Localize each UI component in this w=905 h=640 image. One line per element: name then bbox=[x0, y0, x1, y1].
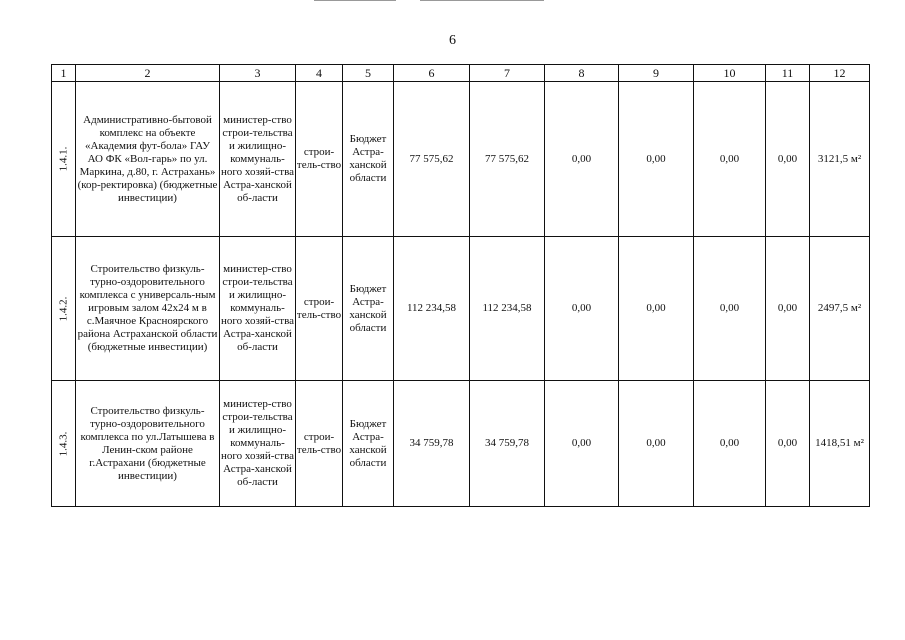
value-col9: 0,00 bbox=[619, 381, 694, 507]
row-number: 1.4.3. bbox=[57, 431, 69, 456]
value-col6: 77 575,62 bbox=[394, 82, 470, 237]
value-col11: 0,00 bbox=[766, 381, 810, 507]
value-col7: 34 759,78 bbox=[470, 381, 545, 507]
table-row bbox=[52, 237, 870, 381]
funding-source: Бюджет Астра-ханской области bbox=[343, 381, 394, 507]
header-cell: 5 bbox=[343, 65, 394, 82]
top-rule-left bbox=[314, 0, 396, 1]
value-col6: 34 759,78 bbox=[394, 381, 470, 507]
responsible-organization: министер-ство строи-тельства и жилищно-коммуналь-ного хозяй-ства Астра-ханской об-ласти bbox=[220, 82, 296, 237]
header-cell: 1 bbox=[52, 65, 76, 82]
value-col10: 0,00 bbox=[694, 82, 766, 237]
sector: строи-тель-ство bbox=[296, 381, 343, 507]
value-col10: 0,00 bbox=[694, 237, 766, 381]
value-col11: 0,00 bbox=[766, 82, 810, 237]
value-col10: 0,00 bbox=[694, 381, 766, 507]
row-number-cell bbox=[52, 82, 76, 237]
sector: строи-тель-ство bbox=[296, 237, 343, 381]
funding-source: Бюджет Астра-ханской области bbox=[343, 237, 394, 381]
value-col11: 0,00 bbox=[766, 237, 810, 381]
funding-source: Бюджет Астра-ханской области bbox=[343, 82, 394, 237]
capacity-area: 1418,51 м² bbox=[810, 381, 870, 507]
project-name: Строительство физкуль-турно-оздоровительного комплекса по ул.Латышева в Ленин-ском районе г.Астрахани (бюджетные инвестиции) bbox=[76, 381, 220, 507]
header-cell: 11 bbox=[766, 65, 810, 82]
table-header-row bbox=[52, 65, 870, 82]
capacity-area: 2497,5 м² bbox=[810, 237, 870, 381]
header-cell: 9 bbox=[619, 65, 694, 82]
table-row bbox=[52, 381, 870, 507]
top-rule-right bbox=[420, 0, 544, 1]
capacity-area: 3121,5 м² bbox=[810, 82, 870, 237]
row-number: 1.4.1. bbox=[57, 146, 69, 172]
row-number-cell bbox=[52, 381, 76, 507]
page-number: 6 bbox=[449, 33, 456, 48]
responsible-organization: министер-ство строи-тельства и жилищно-коммуналь-ного хозяй-ства Астра-ханской об-ласти bbox=[220, 237, 296, 381]
value-col6: 112 234,58 bbox=[394, 237, 470, 381]
project-name: Строительство физкуль-турно-оздоровительного комплекса с универсаль-ным игровым залом 42х24 м в с.Маячное Красноярского района Астраханской области (бюджетные инвестиции) bbox=[76, 237, 220, 381]
value-col9: 0,00 bbox=[619, 82, 694, 237]
header-cell: 10 bbox=[694, 65, 766, 82]
value-col8: 0,00 bbox=[545, 82, 619, 237]
header-cell: 4 bbox=[296, 65, 343, 82]
header-cell: 2 bbox=[76, 65, 220, 82]
header-cell: 3 bbox=[220, 65, 296, 82]
value-col8: 0,00 bbox=[545, 381, 619, 507]
row-number-cell bbox=[52, 237, 76, 381]
value-col8: 0,00 bbox=[545, 237, 619, 381]
table-row bbox=[52, 82, 870, 237]
sector: строи-тель-ство bbox=[296, 82, 343, 237]
responsible-organization: министер-ство строи-тельства и жилищно-коммуналь-ного хозяй-ства Астра-ханской об-ласти bbox=[220, 381, 296, 507]
header-cell: 8 bbox=[545, 65, 619, 82]
row-number: 1.4.2. bbox=[57, 296, 69, 321]
header-cell: 6 bbox=[394, 65, 470, 82]
value-col7: 77 575,62 bbox=[470, 82, 545, 237]
investment-table bbox=[51, 64, 870, 507]
header-cell: 7 bbox=[470, 65, 545, 82]
header-cell: 12 bbox=[810, 65, 870, 82]
value-col9: 0,00 bbox=[619, 237, 694, 381]
value-col7: 112 234,58 bbox=[470, 237, 545, 381]
project-name: Административно-бытовой комплекс на объекте «Академия фут-бола» ГАУ АО ФК «Вол-гарь» по ул. Маркина, д.80, г. Астрахань» (кор-ректировка) (бюджетные инвестиции) bbox=[76, 82, 220, 237]
